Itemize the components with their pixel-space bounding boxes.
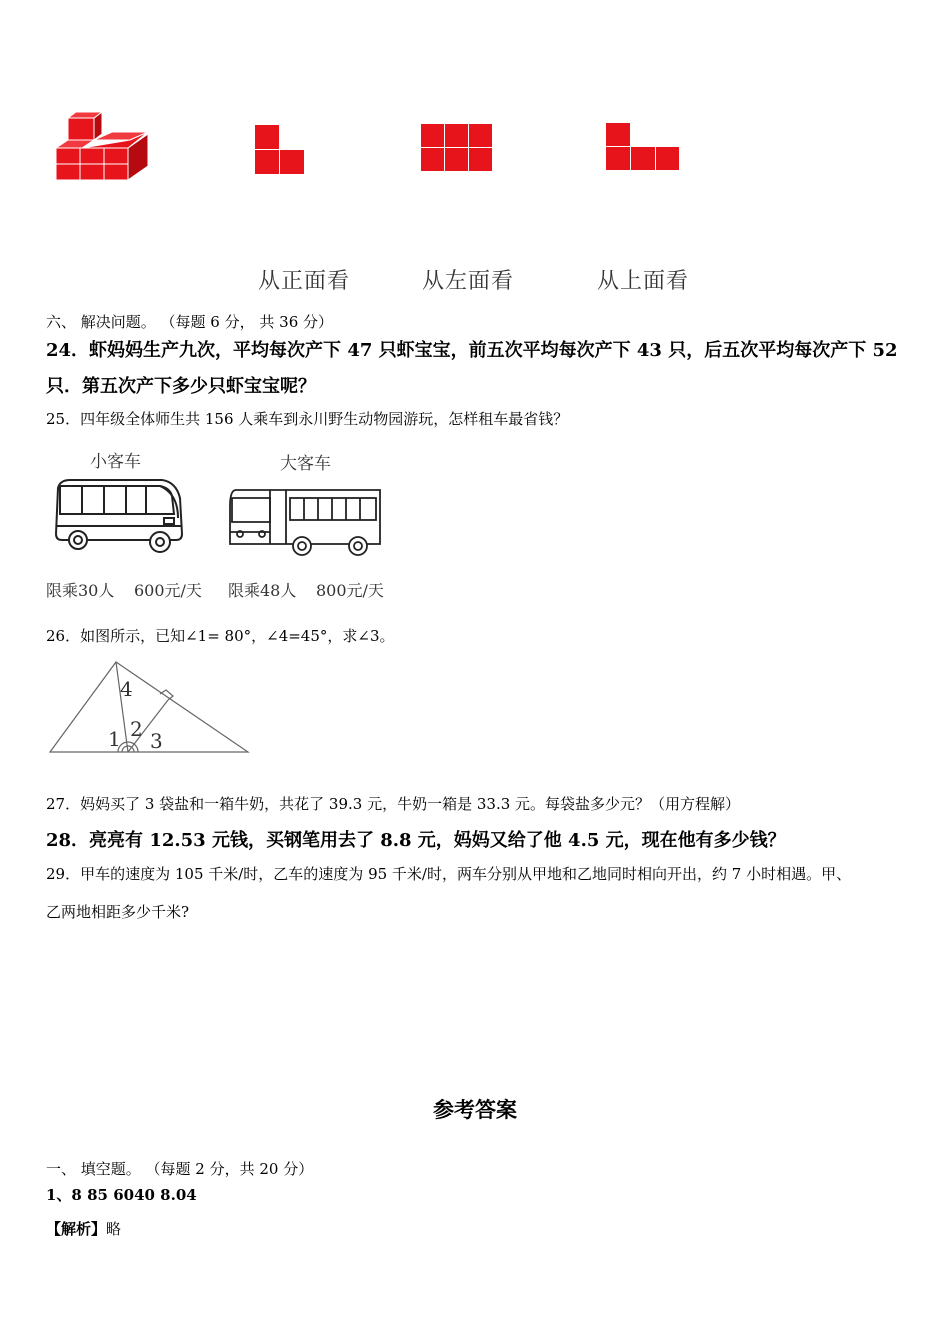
answer-1: 1、8 85 6040 8.04 xyxy=(46,1186,197,1204)
question-24-line2: 只．第五次产下多少只虾宝宝呢？ xyxy=(46,376,316,397)
caption-top-view: 从上面看 xyxy=(597,269,690,294)
cube-solid-figure xyxy=(52,108,152,186)
answers-section1-heading: 一、 填空题。 （每题 2 分，共 20 分） xyxy=(46,1160,314,1178)
top-view-figure xyxy=(605,122,681,172)
question-26-text: 26．如图所示，已知∠1= 80°，∠4=45°，求∠3。 xyxy=(46,627,395,645)
question-27-text: 27．妈妈买了 3 袋盐和一箱牛奶，共花了 39.3 元，牛奶一箱是 33.3 元。每袋盐多少元？（用方程解） xyxy=(46,795,741,813)
caption-left-view: 从左面看 xyxy=(422,269,515,294)
section-heading-solve-problems: 六、 解决问题。 （每题 6 分， 共 36 分） xyxy=(46,313,334,331)
triangle-angle-figure xyxy=(46,660,252,756)
question-25-text: 25．四年级全体师生共 156 人乘车到永川野生动物园游玩，怎样租车最省钱？ xyxy=(46,410,569,428)
answers-title: 参考答案 xyxy=(433,1097,517,1122)
angle-label-4: 4 xyxy=(120,677,133,701)
big-bus-capacity: 限乘48人 xyxy=(228,581,297,600)
small-bus-capacity: 限乘30人 xyxy=(46,581,115,600)
angle-label-1: 1 xyxy=(108,727,121,751)
big-bus-price: 800元/天 xyxy=(316,581,384,600)
question-28-text: 28．亮亮有 12.53 元钱，买钢笔用去了 8.8 元，妈妈又给了他 4.5 元，现在他有多少钱？ xyxy=(46,830,786,851)
big-bus-label: 大客车 xyxy=(280,454,331,474)
small-bus-label: 小客车 xyxy=(90,452,141,472)
question-29-line1: 29．甲车的速度为 105 千米/时，乙车的速度为 95 千米/时，两车分别从甲地和乙地同时相向开出，约 7 小时相遇。甲、 xyxy=(46,865,852,883)
small-bus-price: 600元/天 xyxy=(134,581,202,600)
question-29-line2: 乙两地相距多少千米? xyxy=(46,903,190,921)
front-view-figure xyxy=(254,124,306,176)
left-view-figure xyxy=(420,123,494,173)
angle-label-3: 3 xyxy=(150,729,163,753)
analysis-text: 略 xyxy=(106,1220,122,1238)
caption-front-view: 从正面看 xyxy=(258,269,351,294)
big-bus-image xyxy=(226,484,384,558)
analysis-line xyxy=(46,1218,121,1239)
question-24-line1: 24．虾妈妈生产九次，平均每次产下 47 只虾宝宝，前五次平均每次产下 43 只，后五次平均每次产下 52 xyxy=(46,340,898,361)
angle-label-2: 2 xyxy=(130,717,143,741)
analysis-label: 【解析】 xyxy=(46,1220,107,1238)
small-bus-image xyxy=(52,474,186,558)
